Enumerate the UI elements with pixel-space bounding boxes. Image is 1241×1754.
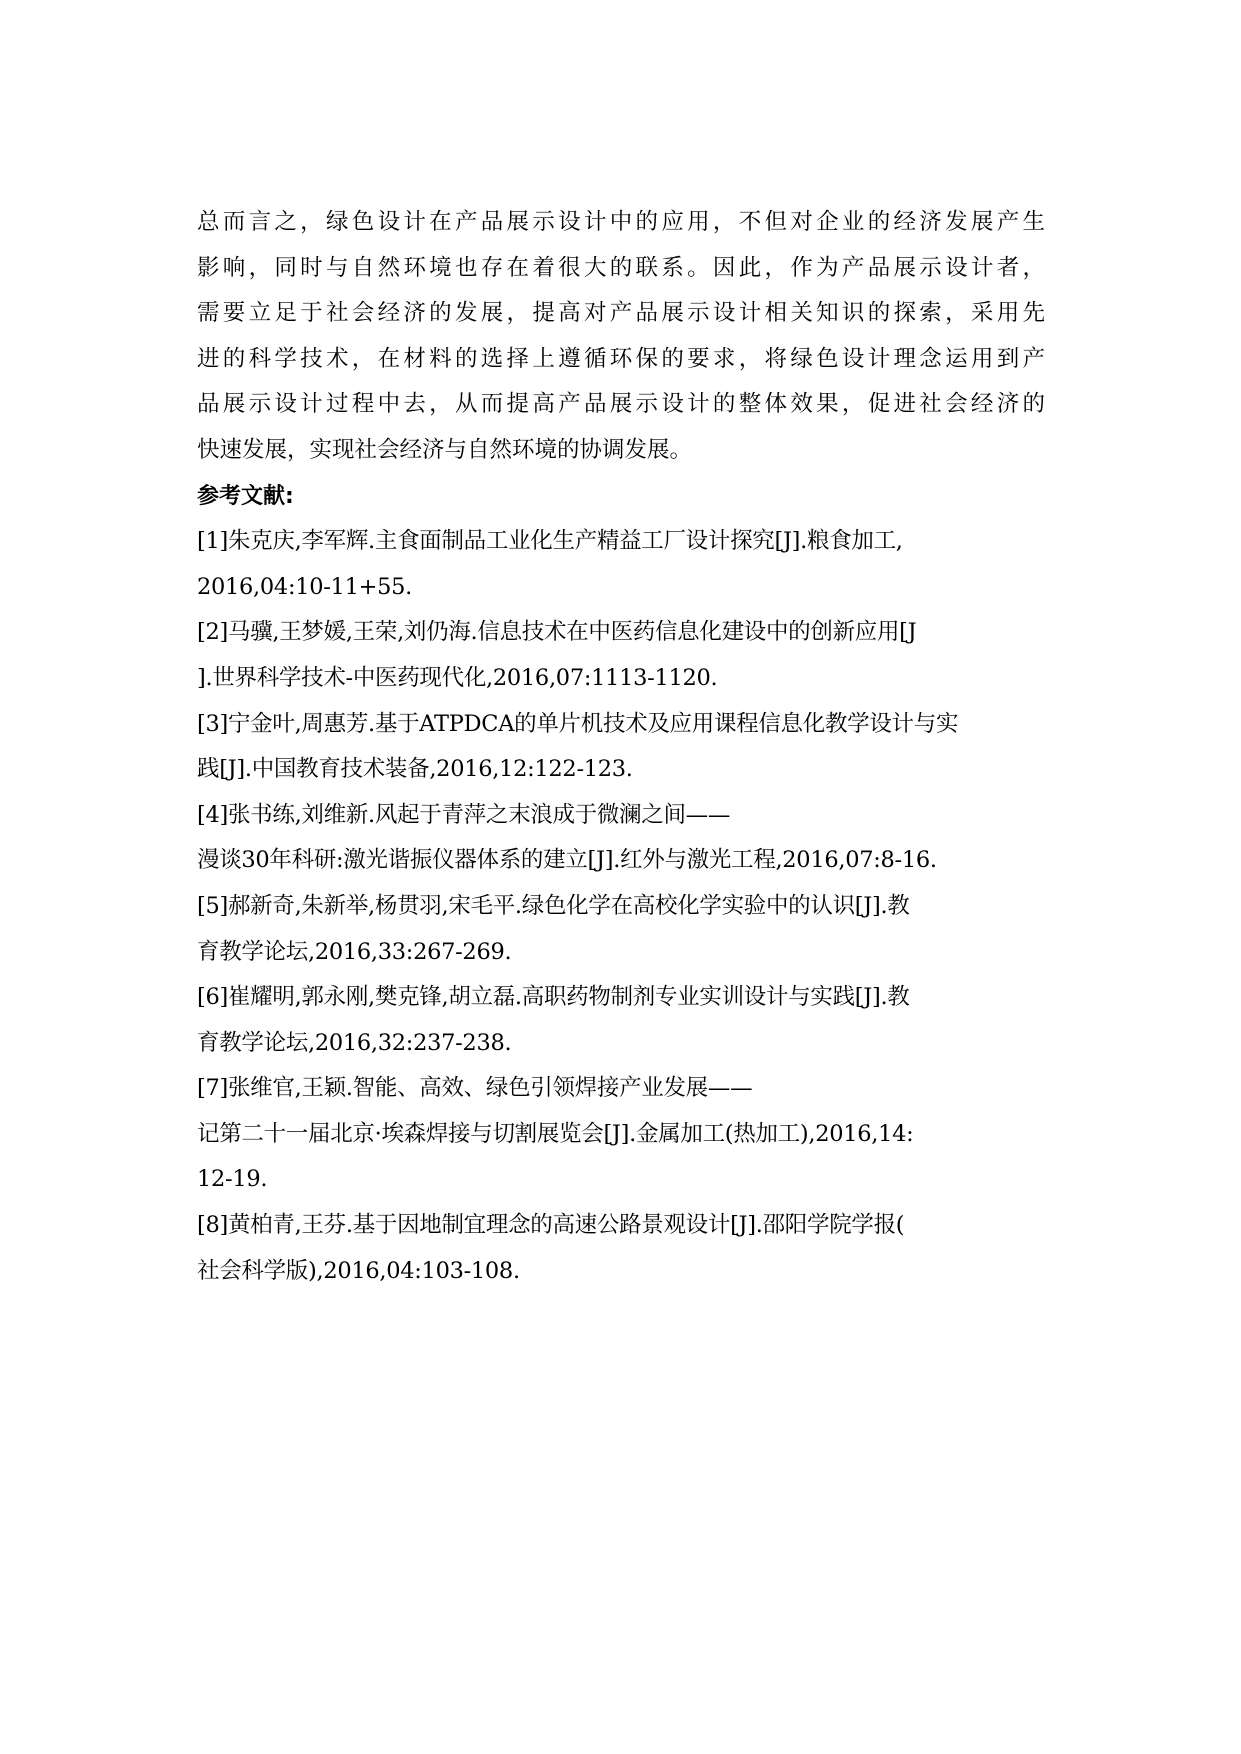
reference-line: [7]张维官,王颖.智能、高效、绿色引领焊接产业发展—— [197,1075,753,1102]
paragraph-line: 需要立足于社会经济的发展，提高对产品展示设计相关知识的探索，采用先 [197,300,1045,327]
paragraph-line: 品展示设计过程中去，从而提高产品展示设计的整体效果，促进社会经济的 [197,391,1045,418]
paragraph-line: 快速发展，实现社会经济与自然环境的协调发展。 [197,436,693,463]
paragraph-line: 总而言之，绿色设计在产品展示设计中的应用，不但对企业的经济发展产生 [197,209,1045,235]
reference-line: [8]黄柏青,王芬.基于因地制宜理念的高速公路景观设计[J].邵阳学院学报( [197,1212,905,1239]
paragraph-line: 进的科学技术，在材料的选择上遵循环保的要求，将绿色设计理念运用到产 [197,345,1045,372]
reference-line: ].世界科学技术-中医药现代化,2016,07:1113-1120. [197,664,718,691]
reference-line: [3]宁金叶,周惠芳.基于ATPDCA的单片机技术及应用课程信息化教学设计与实 [197,710,959,737]
reference-line: 育教学论坛,2016,32:237-238. [197,1029,512,1056]
reference-line: 12-19. [197,1166,268,1193]
paragraph-line: 影响，同时与自然环境也存在着很大的联系。因此，作为产品展示设计者， [197,254,1045,281]
reference-line: 2016,04:10-11+55. [197,573,413,600]
reference-line: [1]朱克庆,李军辉.主食面制品工业化生产精益工厂设计探究[J].粮食加工, [197,528,903,555]
reference-line: [2]马骥,王梦媛,王荣,刘仍海.信息技术在中医药信息化建设中的创新应用[J [197,619,917,646]
reference-line: 育教学论坛,2016,33:267-269. [197,938,512,965]
reference-line: 记第二十一届北京·埃森焊接与切割展览会[J].金属加工(热加工),2016,14: [197,1120,914,1147]
reference-line: [4]张书练,刘维新.风起于青萍之末浪成于微澜之间—— [197,801,731,828]
reference-line: 践[J].中国教育技术装备,2016,12:122-123. [197,756,633,783]
page-content [197,200,1045,1294]
reference-line: [5]郝新奇,朱新举,杨贯羽,宋毛平.绿色化学在高校化学实验中的认识[J].教 [197,892,910,919]
conclusion-paragraph [197,200,1045,474]
reference-list [197,519,1045,1294]
reference-line: 社会科学版),2016,04:103-108. [197,1257,520,1284]
reference-line: [6]崔耀明,郭永刚,樊克锋,胡立磊.高职药物制剂专业实训设计与实践[J].教 [197,984,910,1011]
references-heading: 参考文献: [197,483,294,509]
reference-line: 漫谈30年科研:激光谐振仪器体系的建立[J].红外与激光工程,2016,07:8-16. [197,847,937,874]
